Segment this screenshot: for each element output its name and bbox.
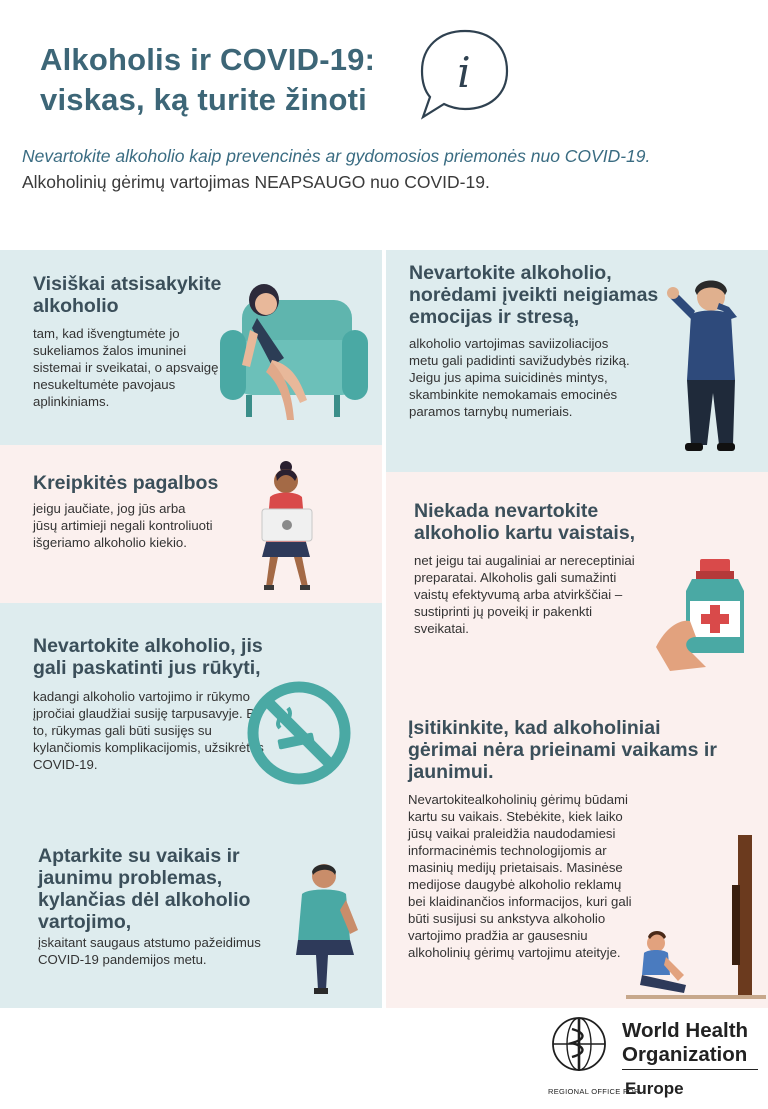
panel-heading: Niekada nevartokite alkoholio kartu vaistais,	[414, 500, 636, 544]
logo-divider	[622, 1069, 758, 1070]
child-watching-tv-illustration	[626, 825, 766, 1005]
no-smoking-icon	[244, 678, 354, 788]
org-name-line-2: Organization	[622, 1043, 748, 1066]
subtitle-italic: Nevartokite alkoholio kaip prevencinės ar gydomosios priemonės nuo COVID-19.	[22, 146, 651, 166]
subtitle-statement: Alkoholinių gėrimų vartojimas NEAPSAUGO nuo COVID-19.	[22, 172, 490, 192]
panel-body: alkoholio vartojimas saviizoliacijos metu gali padidinti savižudybės riziką. Jeigu jus apima suicidinės mintys, skambinkite nemokamais emocinės paramos tarnybų numeriais.	[409, 336, 630, 419]
regional-office-label: REGIONAL OFFICE FOR	[548, 1087, 640, 1096]
panel-body: tam, kad išvengtumėte jo sukeliamos žalos imuninei sistemai ir sveikatai, o apsvaigę nesukeltumėte pavojaus aplinkiniams.	[33, 326, 219, 409]
hand-holding-medicine-bottle-illustration	[656, 557, 766, 672]
panel-medication	[386, 472, 768, 695]
panel-body: Nevartokitealkoholinių gėrimų būdami kartu su vaikais. Stebėkite, kiek laiko jūsų vaikai praleidžia naudodamiesi informacinėmis technologijomis ar masinių medijų prietaisais. Masinėse medijose daugybė alkoholio reklamų bei klaidinančios informacijos, kuri gali būti susijusi su ankstyva alkoholio vartojimo pradžia ar gausesniu alkoholinių gėrimų vartojimu ateityje.	[408, 792, 632, 960]
panel-body: net jeigu tai augaliniai ar nereceptiniai preparatai. Alkoholis gali sumažinti vaistų efektyvumą arba atvirkščiai – sustiprinti jų poveikį ir pakenkti sveikatai.	[414, 553, 635, 636]
panel-body: kadangi alkoholio vartojimo ir rūkymo įpročiai glaudžiai susiję tarpusavyje. Be to, rūkymas gali būti susijęs su kylančiomis komplikacijomis, užsikrėtus COVID-19.	[33, 689, 264, 772]
panel-heading: Nevartokite alkoholio, jis gali paskatinti jus rūkyti,	[33, 635, 263, 679]
panel-quit-alcohol	[0, 250, 382, 445]
panel-heading: Nevartokite alkoholio, norėdami įveikti neigiamas emocijas ir stresą,	[409, 262, 659, 328]
page-title	[40, 40, 420, 120]
title-line-2: viskas, ką turite žinoti	[40, 82, 367, 117]
panel-children-access	[386, 695, 768, 1008]
young-man-illustration	[288, 860, 368, 1000]
woman-on-armchair-illustration	[212, 270, 372, 435]
who-emblem-icon	[548, 1015, 610, 1073]
region-name: Europe	[625, 1079, 684, 1098]
info-glyph: i	[457, 48, 471, 97]
person-with-laptop-illustration	[250, 457, 335, 599]
who-europe-logo	[548, 1015, 763, 1105]
info-speech-bubble-icon	[415, 25, 515, 125]
panel-seek-help	[0, 445, 382, 603]
panel-heading: Kreipkitės pagalbos	[33, 472, 219, 494]
panel-heading: Visiškai atsisakykite alkoholio	[33, 273, 222, 317]
panel-body: jeigu jaučiate, jog jūs arba jūsų artimieji negali kontroliuoti išgeriamo alkoholio kiekio.	[33, 501, 213, 550]
panel-smoking	[0, 603, 382, 820]
title-line-1: Alkoholis ir COVID-19:	[40, 42, 376, 77]
org-name-line-1: World Health	[622, 1019, 749, 1042]
panel-heading: Aptarkite su vaikais ir jaunimu problemas, kylančias dėl alkoholio vartojimo,	[38, 845, 251, 933]
stressed-man-illustration	[661, 275, 761, 460]
panel-heading: Įsitikinkite, kad alkoholiniai gėrimai nėra prieinami vaikams ir jaunimui.	[408, 717, 717, 783]
panel-emotions-stress	[386, 250, 768, 472]
panel-talk-to-children	[0, 820, 382, 1008]
panel-body: įskaitant saugaus atstumo pažeidimus COVID-19 pandemijos metu.	[38, 935, 261, 967]
